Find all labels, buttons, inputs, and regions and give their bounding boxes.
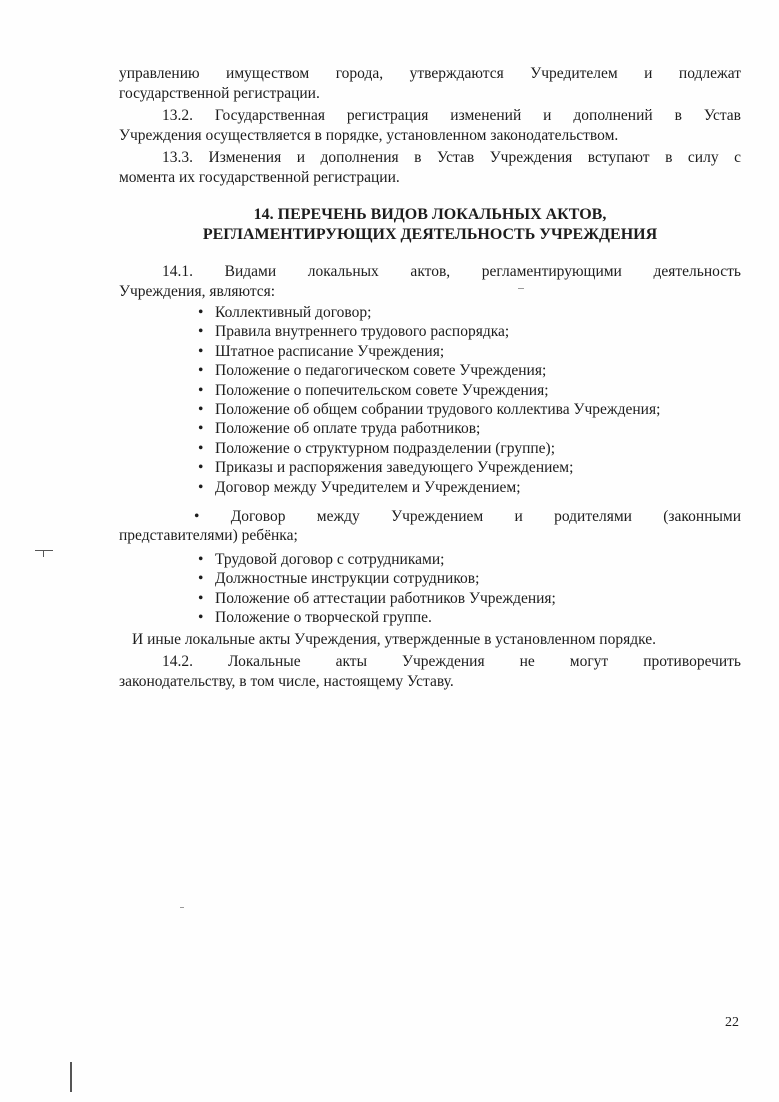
paragraph-13-3-line2: момента их государственной регистрации. [119, 169, 400, 186]
bullet-icon: • [198, 323, 204, 341]
bullet-icon: • [198, 551, 204, 568]
scan-mark [43, 551, 44, 557]
paragraph-13-2-line1: 13.2. Государственная регистрация изменений и дополнений в Устав [162, 107, 741, 124]
paragraph-13-1-line2: государственной регистрации. [119, 85, 320, 102]
other-acts-text: И иные локальные акты Учреждения, утвержденные в установленном порядке. [132, 631, 656, 648]
list-item: • Должностные инструкции сотрудников; [198, 570, 480, 588]
list-item-long: • Договор между Учреждением и родителями (законными представителями) ребёнка; [119, 508, 742, 545]
scan-mark [70, 1062, 72, 1092]
bullet-icon: • [198, 342, 204, 360]
list-item: • Коллективный договор; [198, 304, 372, 321]
local-acts-list-continued [193, 550, 741, 628]
list-item: • Штатное расписание Учреждения; [198, 342, 445, 360]
bullet-icon: • [198, 478, 204, 496]
page-number: 22 [725, 1015, 739, 1030]
scan-mark [518, 288, 524, 289]
scan-mark [180, 907, 184, 908]
bullet-icon: • [198, 439, 204, 457]
paragraph-13-1-line1: управлению имуществом города, утверждаются Учредителем и подлежат [119, 65, 741, 82]
bullet-icon: • [194, 508, 200, 525]
bullet-icon: • [198, 589, 204, 607]
list-item: • Положение о педагогическом совете Учреждения; [198, 362, 547, 380]
list-item: • Правила внутреннего трудового распорядка; [198, 323, 510, 341]
list-item: • Положение об аттестации работников Учреждения; [198, 589, 556, 607]
list-item: • Приказы и распоряжения заведующего Учреждением; [198, 459, 574, 477]
section-heading-line2: РЕГЛАМЕНТИРУЮЩИХ ДЕЯТЕЛЬНОСТЬ УЧРЕЖДЕНИЯ [202, 226, 658, 243]
paragraph-14-2-line1: 14.2. Локальные акты Учреждения не могут противоречить [162, 653, 741, 670]
bullet-icon: • [198, 304, 204, 321]
list-item: • Положение об общем собрании трудового коллектива Учреждения; [198, 401, 661, 419]
list-item: • Положение о творческой группе. [198, 609, 432, 627]
paragraph-13-3-line1: 13.3. Изменения и дополнения в Устав Учреждения вступают в силу с [162, 149, 741, 166]
list-item-long-line2: представителями) ребёнка; [119, 527, 298, 545]
paragraph-13-2-line2: Учреждения осуществляется в порядке, установленном законодательством. [119, 127, 619, 144]
paragraph-14-1-line2: Учреждения, являются: [119, 283, 276, 300]
bullet-icon: • [198, 609, 204, 627]
list-item: • Трудовой договор с сотрудниками; [198, 551, 445, 568]
local-acts-list [193, 303, 741, 497]
paragraph-14-1-line1: 14.1. Видами локальных актов, регламентирующими деятельность [162, 263, 741, 280]
section-heading-line1: 14. ПЕРЕЧЕНЬ ВИДОВ ЛОКАЛЬНЫХ АКТОВ, [253, 206, 607, 223]
list-item: • Положение об оплате труда работников; [198, 420, 481, 438]
list-item: • Положение о попечительском совете Учреждения; [198, 381, 549, 399]
bullet-icon: • [198, 570, 204, 588]
bullet-icon: • [198, 420, 204, 438]
scan-mark [35, 550, 53, 551]
bullet-icon: • [198, 362, 204, 380]
list-item: • Договор между Учредителем и Учреждением; [198, 478, 521, 496]
paragraph-14-2-line2: законодательству, в том числе, настоящему Уставу. [119, 673, 454, 690]
bullet-icon: • [198, 459, 204, 477]
bullet-icon: • [198, 401, 204, 419]
bullet-icon: • [198, 381, 204, 399]
list-item: • Положение о структурном подразделении (группе); [198, 439, 556, 457]
